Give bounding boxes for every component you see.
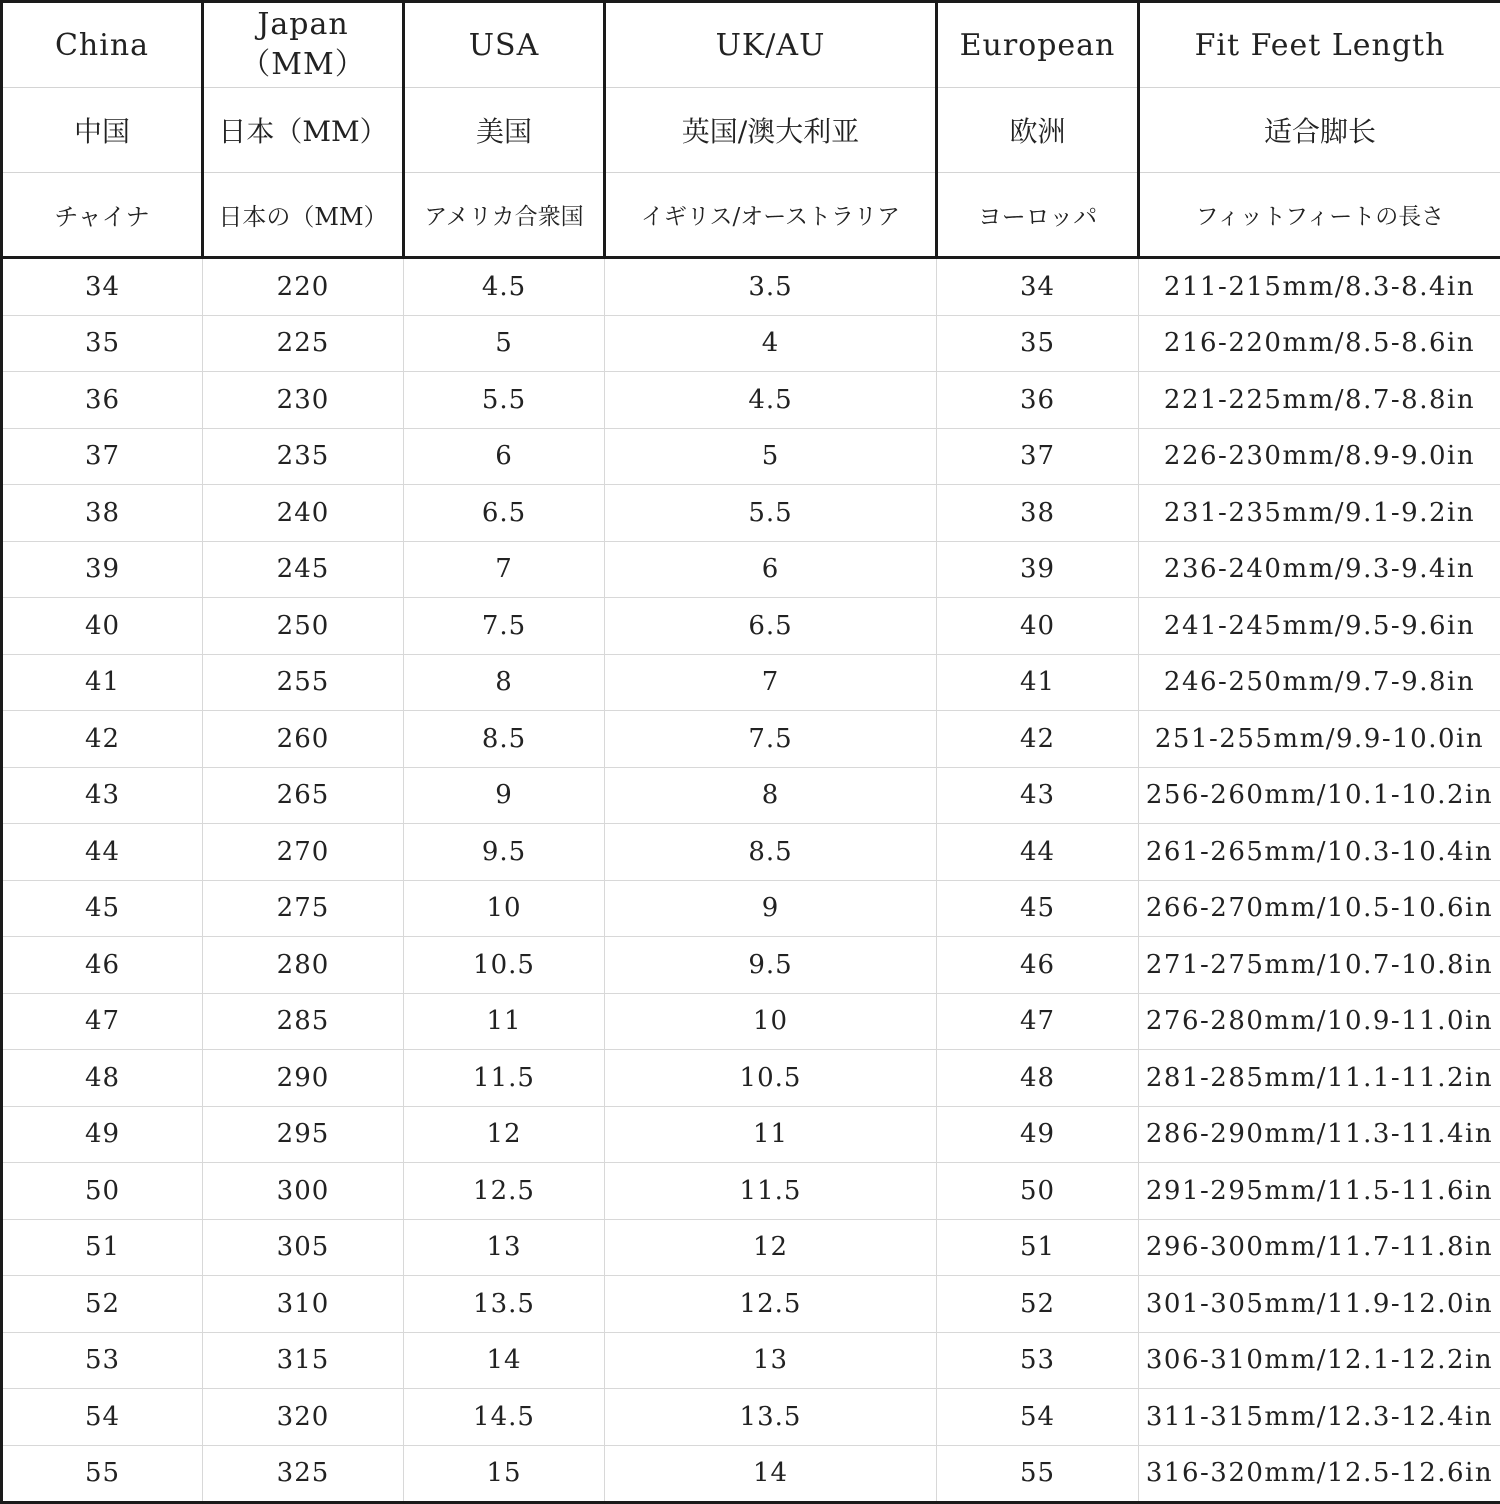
table-row <box>2 1332 1500 1389</box>
cell-uk-au-size: 11 <box>605 1106 937 1163</box>
cell-usa-size: 9.5 <box>404 824 605 881</box>
cell-uk-au-size: 5.5 <box>605 485 937 542</box>
cell-fit-feet-length: 291-295mm/11.5-11.6in <box>1139 1163 1500 1220</box>
table-row <box>2 824 1500 881</box>
cell-fit-feet-length: 216-220mm/8.5-8.6in <box>1139 315 1500 372</box>
cell-european-size: 52 <box>937 1276 1139 1333</box>
cell-china-size: 40 <box>2 598 203 655</box>
cell-uk-au-size: 14 <box>605 1445 937 1503</box>
cell-uk-au-size: 6.5 <box>605 598 937 655</box>
cell-fit-feet-length: 266-270mm/10.5-10.6in <box>1139 880 1500 937</box>
cell-european-size: 38 <box>937 485 1139 542</box>
cell-european-size: 39 <box>937 541 1139 598</box>
cell-fit-feet-length: 271-275mm/10.7-10.8in <box>1139 937 1500 994</box>
cell-fit-feet-length: 256-260mm/10.1-10.2in <box>1139 767 1500 824</box>
cell-usa-size: 11.5 <box>404 1050 605 1107</box>
cell-fit-feet-length: 211-215mm/8.3-8.4in <box>1139 258 1500 316</box>
cell-china-size: 54 <box>2 1389 203 1446</box>
table-row <box>2 1219 1500 1276</box>
cell-fit-feet-length: 251-255mm/9.9-10.0in <box>1139 711 1500 768</box>
table-row <box>2 1163 1500 1220</box>
header-ukau-en: UK/AU <box>605 2 937 88</box>
cell-china-size: 38 <box>2 485 203 542</box>
cell-uk-au-size: 13.5 <box>605 1389 937 1446</box>
cell-japan-mm: 295 <box>203 1106 404 1163</box>
cell-usa-size: 6.5 <box>404 485 605 542</box>
cell-uk-au-size: 9.5 <box>605 937 937 994</box>
header-usa-en: USA <box>404 2 605 88</box>
cell-japan-mm: 280 <box>203 937 404 994</box>
cell-fit-feet-length: 316-320mm/12.5-12.6in <box>1139 1445 1500 1503</box>
header-european-zh: 欧洲 <box>937 88 1139 173</box>
table-row <box>2 598 1500 655</box>
cell-usa-size: 15 <box>404 1445 605 1503</box>
table-row <box>2 372 1500 429</box>
cell-uk-au-size: 4.5 <box>605 372 937 429</box>
cell-japan-mm: 310 <box>203 1276 404 1333</box>
cell-japan-mm: 225 <box>203 315 404 372</box>
cell-usa-size: 7 <box>404 541 605 598</box>
cell-european-size: 37 <box>937 428 1139 485</box>
header-ukau-ja: イギリス/オーストラリア <box>605 173 937 258</box>
cell-japan-mm: 325 <box>203 1445 404 1503</box>
table-body <box>2 258 1500 1503</box>
cell-european-size: 35 <box>937 315 1139 372</box>
cell-china-size: 34 <box>2 258 203 316</box>
cell-china-size: 36 <box>2 372 203 429</box>
cell-japan-mm: 235 <box>203 428 404 485</box>
table-row <box>2 1050 1500 1107</box>
cell-european-size: 55 <box>937 1445 1139 1503</box>
cell-european-size: 34 <box>937 258 1139 316</box>
cell-uk-au-size: 4 <box>605 315 937 372</box>
header-european-en: European <box>937 2 1139 88</box>
cell-uk-au-size: 12 <box>605 1219 937 1276</box>
cell-china-size: 42 <box>2 711 203 768</box>
cell-fit-feet-length: 246-250mm/9.7-9.8in <box>1139 654 1500 711</box>
cell-fit-feet-length: 231-235mm/9.1-9.2in <box>1139 485 1500 542</box>
cell-uk-au-size: 10 <box>605 993 937 1050</box>
cell-fit-feet-length: 311-315mm/12.3-12.4in <box>1139 1389 1500 1446</box>
cell-uk-au-size: 6 <box>605 541 937 598</box>
cell-european-size: 41 <box>937 654 1139 711</box>
header-china-en: China <box>2 2 203 88</box>
cell-usa-size: 8 <box>404 654 605 711</box>
cell-japan-mm: 305 <box>203 1219 404 1276</box>
cell-european-size: 40 <box>937 598 1139 655</box>
cell-usa-size: 4.5 <box>404 258 605 316</box>
cell-china-size: 35 <box>2 315 203 372</box>
header-row-japanese <box>2 173 1500 258</box>
cell-china-size: 48 <box>2 1050 203 1107</box>
cell-european-size: 46 <box>937 937 1139 994</box>
cell-japan-mm: 320 <box>203 1389 404 1446</box>
cell-china-size: 46 <box>2 937 203 994</box>
cell-fit-feet-length: 226-230mm/8.9-9.0in <box>1139 428 1500 485</box>
cell-china-size: 51 <box>2 1219 203 1276</box>
cell-european-size: 43 <box>937 767 1139 824</box>
header-japan-zh: 日本（MM） <box>203 88 404 173</box>
cell-usa-size: 6 <box>404 428 605 485</box>
header-fit-length-en: Fit Feet Length <box>1139 2 1500 88</box>
cell-european-size: 50 <box>937 1163 1139 1220</box>
cell-japan-mm: 265 <box>203 767 404 824</box>
cell-european-size: 48 <box>937 1050 1139 1107</box>
table-row <box>2 880 1500 937</box>
header-ukau-zh: 英国/澳大利亚 <box>605 88 937 173</box>
header-china-ja: チャイナ <box>2 173 203 258</box>
cell-usa-size: 5 <box>404 315 605 372</box>
cell-china-size: 37 <box>2 428 203 485</box>
cell-uk-au-size: 7 <box>605 654 937 711</box>
cell-japan-mm: 300 <box>203 1163 404 1220</box>
cell-uk-au-size: 11.5 <box>605 1163 937 1220</box>
cell-japan-mm: 285 <box>203 993 404 1050</box>
table-header <box>2 2 1500 258</box>
header-japan-ja: 日本の（MM） <box>203 173 404 258</box>
cell-usa-size: 13 <box>404 1219 605 1276</box>
cell-uk-au-size: 8.5 <box>605 824 937 881</box>
cell-fit-feet-length: 276-280mm/10.9-11.0in <box>1139 993 1500 1050</box>
header-european-ja: ヨーロッパ <box>937 173 1139 258</box>
header-fit-length-ja: フィットフィートの長さ <box>1139 173 1500 258</box>
table-row <box>2 258 1500 316</box>
cell-china-size: 39 <box>2 541 203 598</box>
cell-japan-mm: 275 <box>203 880 404 937</box>
header-japan-en <box>203 2 404 88</box>
cell-usa-size: 11 <box>404 993 605 1050</box>
cell-china-size: 43 <box>2 767 203 824</box>
cell-uk-au-size: 10.5 <box>605 1050 937 1107</box>
cell-european-size: 36 <box>937 372 1139 429</box>
header-row-english <box>2 2 1500 88</box>
cell-european-size: 44 <box>937 824 1139 881</box>
cell-uk-au-size: 3.5 <box>605 258 937 316</box>
cell-japan-mm: 255 <box>203 654 404 711</box>
cell-european-size: 45 <box>937 880 1139 937</box>
cell-japan-mm: 315 <box>203 1332 404 1389</box>
cell-china-size: 50 <box>2 1163 203 1220</box>
cell-japan-mm: 270 <box>203 824 404 881</box>
cell-japan-mm: 220 <box>203 258 404 316</box>
cell-european-size: 51 <box>937 1219 1139 1276</box>
cell-european-size: 49 <box>937 1106 1139 1163</box>
cell-usa-size: 7.5 <box>404 598 605 655</box>
cell-fit-feet-length: 261-265mm/10.3-10.4in <box>1139 824 1500 881</box>
cell-china-size: 44 <box>2 824 203 881</box>
table-row <box>2 1106 1500 1163</box>
table-row <box>2 541 1500 598</box>
header-japan-en-label: Japan （MM） <box>204 5 402 85</box>
cell-china-size: 41 <box>2 654 203 711</box>
cell-japan-mm: 245 <box>203 541 404 598</box>
cell-uk-au-size: 9 <box>605 880 937 937</box>
cell-japan-mm: 250 <box>203 598 404 655</box>
cell-china-size: 55 <box>2 1445 203 1503</box>
cell-fit-feet-length: 236-240mm/9.3-9.4in <box>1139 541 1500 598</box>
table-row <box>2 767 1500 824</box>
cell-usa-size: 12.5 <box>404 1163 605 1220</box>
cell-china-size: 53 <box>2 1332 203 1389</box>
header-row-chinese <box>2 88 1500 173</box>
header-fit-length-zh: 适合脚长 <box>1139 88 1500 173</box>
cell-european-size: 53 <box>937 1332 1139 1389</box>
table-row <box>2 428 1500 485</box>
cell-usa-size: 13.5 <box>404 1276 605 1333</box>
cell-usa-size: 8.5 <box>404 711 605 768</box>
cell-european-size: 54 <box>937 1389 1139 1446</box>
cell-fit-feet-length: 286-290mm/11.3-11.4in <box>1139 1106 1500 1163</box>
table-row <box>2 993 1500 1050</box>
cell-fit-feet-length: 241-245mm/9.5-9.6in <box>1139 598 1500 655</box>
cell-uk-au-size: 7.5 <box>605 711 937 768</box>
cell-japan-mm: 230 <box>203 372 404 429</box>
cell-uk-au-size: 12.5 <box>605 1276 937 1333</box>
cell-european-size: 42 <box>937 711 1139 768</box>
table-row <box>2 937 1500 994</box>
cell-china-size: 49 <box>2 1106 203 1163</box>
cell-fit-feet-length: 306-310mm/12.1-12.2in <box>1139 1332 1500 1389</box>
header-usa-ja: アメリカ合衆国 <box>404 173 605 258</box>
cell-japan-mm: 240 <box>203 485 404 542</box>
cell-usa-size: 14.5 <box>404 1389 605 1446</box>
cell-uk-au-size: 8 <box>605 767 937 824</box>
table-row <box>2 1389 1500 1446</box>
cell-china-size: 45 <box>2 880 203 937</box>
cell-usa-size: 5.5 <box>404 372 605 429</box>
cell-fit-feet-length: 296-300mm/11.7-11.8in <box>1139 1219 1500 1276</box>
cell-fit-feet-length: 301-305mm/11.9-12.0in <box>1139 1276 1500 1333</box>
cell-japan-mm: 290 <box>203 1050 404 1107</box>
cell-usa-size: 14 <box>404 1332 605 1389</box>
cell-usa-size: 10 <box>404 880 605 937</box>
table-row <box>2 1276 1500 1333</box>
header-usa-zh: 美国 <box>404 88 605 173</box>
cell-fit-feet-length: 281-285mm/11.1-11.2in <box>1139 1050 1500 1107</box>
cell-usa-size: 12 <box>404 1106 605 1163</box>
table-row <box>2 315 1500 372</box>
cell-japan-mm: 260 <box>203 711 404 768</box>
cell-uk-au-size: 5 <box>605 428 937 485</box>
table-row <box>2 711 1500 768</box>
table-row <box>2 485 1500 542</box>
cell-uk-au-size: 13 <box>605 1332 937 1389</box>
cell-usa-size: 9 <box>404 767 605 824</box>
cell-china-size: 52 <box>2 1276 203 1333</box>
table-row <box>2 1445 1500 1503</box>
cell-fit-feet-length: 221-225mm/8.7-8.8in <box>1139 372 1500 429</box>
cell-usa-size: 10.5 <box>404 937 605 994</box>
cell-european-size: 47 <box>937 993 1139 1050</box>
cell-china-size: 47 <box>2 993 203 1050</box>
header-china-zh: 中国 <box>2 88 203 173</box>
table-row <box>2 654 1500 711</box>
